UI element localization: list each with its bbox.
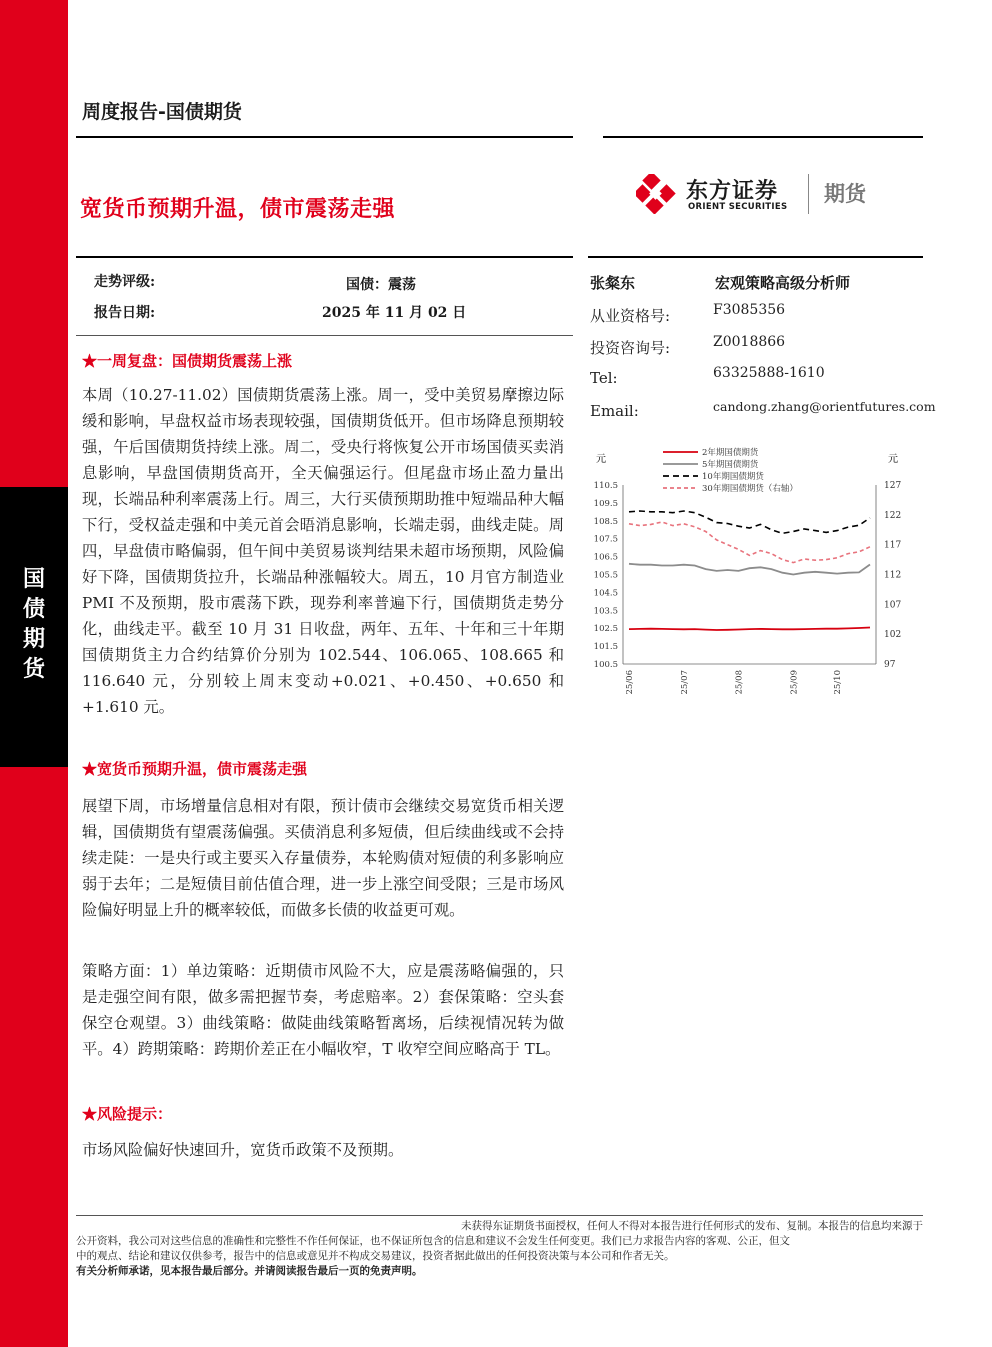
section-weekly-review-body: 本周（10.27-11.02）国债期货震荡上涨。周一，受中美贸易摩擦边际缓和影响，早盘权益市场表现较强，国债期货低开。但市场降息预期较强，午后国债期货持续上涨。周二，受央行将恢复公开市场国债买卖消息影响，早盘国债期货高开，全天偏强运行。但尾盘市场止盈力量出现，长端品种利率震荡上行。周三，大行买债预期助推中短端品种大幅下行，受权益走强和中美元首会晤消息影响，长端走弱，曲线走陡。周四，早盘债市略偏弱，但午间中美贸易谈判结果未超市场预期，风险偏好下降，国债期货拉升，长端品种涨幅较大。周五，10 月官方制造业 PMI 不及预期，股市震荡下跌，现券利率普遍下行，国债期货走势分化，曲线走平。截至 10 月 31 日收盘，两年、五年、十年和三十年期国债期货主力合约结算价分别为 102.544、106.065、108.665 和 116.640 元，分别较上周末变动+0.021、+0.450、+0.650 和+1.610 元。 (82, 386, 564, 716)
rating-label: 走势评级: (94, 274, 156, 290)
license-number: F3085356 (713, 302, 786, 318)
analyst-title: 宏观策略高级分析师 (715, 274, 851, 292)
side-category-label: 国 债 期 货 (22, 567, 45, 682)
disclaimer-line-2: 公开资料，我公司对这些信息的准确性和完整性不作任何保证，也不保证所包含的信息和建议不会发生任何变更。我们已力求报告内容的客观、公正，但文 (76, 1235, 790, 1247)
left-tick-label: 102.5 (593, 624, 618, 635)
chart-lines (629, 511, 870, 630)
series-line-3 (629, 511, 870, 533)
email-label: Email: (590, 402, 639, 420)
report-title: 宽货币预期升温，债市震荡走强 (80, 197, 396, 222)
section-risk-heading: ★风险提示： (82, 1105, 173, 1123)
right-tick-label: 102 (884, 630, 902, 641)
left-tick-label: 106.5 (593, 552, 618, 563)
chart-ticks (594, 481, 902, 695)
series-line-2 (629, 564, 870, 575)
header-divider-left (76, 136, 573, 138)
left-tick-label: 100.5 (593, 660, 618, 670)
section-weekly-review-heading: ★一周复盘：国债期货震荡上涨 (82, 352, 293, 370)
legend-label: 5年期国债期货 (702, 460, 759, 470)
section-strategy-body: 策略方面：1）单边策略：近期债市风险不大，应是震荡略偏强的，只是走强空间有限，做多需把握节奏，考虑赔率。2）套保策略：空头套保空仓观望。3）曲线策略：做陡曲线策略暂离场，后续视情况转为做平。4）跨期策略：跨期价差正在小幅收窄，T 收窄空间应略高于 TL。 (82, 962, 564, 1058)
left-tick-label: 103.5 (593, 606, 618, 617)
section-outlook-heading: ★宽货币预期升温，债市震荡走强 (82, 760, 308, 778)
license-label: 从业资格号: (590, 307, 671, 325)
logo-mark-icon (636, 174, 676, 214)
disclaimer-line-3: 中的观点、结论和建议仅供参考，报告中的信息或意见并不构成交易建议，投资者据此做出的任何投资决策与本公司和作者无关。 (76, 1250, 675, 1262)
left-tick-label: 108.5 (593, 516, 618, 527)
x-tick-label: 25/10 (833, 670, 844, 695)
right-tick-label: 122 (884, 510, 902, 521)
consult-number: Z0018866 (713, 334, 786, 350)
logo-divider (808, 174, 809, 214)
x-tick-label: 25/06 (625, 670, 635, 695)
section-risk-body: 市场风险偏好快速回升，宽货币政策不及预期。 (82, 1141, 404, 1159)
left-tick-label: 107.5 (593, 534, 618, 545)
left-tick-label: 104.5 (593, 588, 618, 599)
meta-divider-left (76, 256, 573, 258)
meta-bottom-rule (76, 335, 573, 336)
right-tick-label: 127 (884, 481, 902, 491)
legend-label: 10年期国债期货 (702, 472, 764, 482)
logo-name-en: ORIENT SECURITIES (688, 202, 788, 212)
right-tick-label: 112 (884, 570, 902, 581)
email-address[interactable]: candong.zhang@orientfutures.com (713, 399, 936, 414)
section-outlook-body: 展望下周，市场增量信息相对有限，预计债市会继续交易宽货币相关逻辑，国债期货有望震荡偏强。买债消息利多短债，但后续曲线或不会持续走陡：一是央行或主要买入存量债券，本轮购债对短债的利多影响应弱于去年；二是短债目前估值合理，进一步上涨空间受限；三是市场风险偏好明显上升的概率较低，而做多长债的收益更可观。 (82, 797, 564, 919)
rating-value: 国债：震荡 (346, 277, 416, 293)
header-divider-right (603, 136, 923, 138)
footer-rule (76, 1215, 923, 1216)
analyst-name: 张粲东 (590, 274, 636, 292)
bond-futures-chart (588, 440, 923, 702)
company-logo (636, 172, 896, 216)
tel-label: Tel: (590, 369, 618, 387)
meta-divider-right (588, 256, 923, 258)
left-tick-label: 101.5 (593, 642, 618, 653)
right-tick-label: 97 (884, 660, 896, 670)
right-tick-label: 107 (884, 600, 902, 611)
x-tick-label: 25/07 (679, 670, 690, 695)
chart-legend (663, 447, 798, 494)
left-tick-label: 105.5 (593, 570, 618, 581)
logo-name-cn: 东方证券 (686, 179, 779, 204)
left-tick-label: 109.5 (593, 498, 618, 509)
right-axis-unit: 元 (888, 454, 898, 465)
x-tick-label: 25/09 (789, 670, 800, 695)
consult-label: 投资咨询号: (590, 339, 671, 357)
tel-number: 63325888-1610 (713, 365, 825, 381)
right-tick-label: 117 (884, 540, 902, 551)
left-axis-unit: 元 (596, 454, 606, 465)
legend-label: 2年期国债期货 (702, 448, 759, 458)
legend-label: 30年期国债期货（右轴） (702, 484, 798, 494)
logo-division: 期货 (824, 182, 866, 206)
report-type: 周度报告-国债期货 (82, 101, 242, 123)
report-date: 2025 年 11 月 02 日 (322, 305, 467, 321)
left-tick-label: 110.5 (593, 481, 618, 491)
date-label: 报告日期: (94, 305, 156, 321)
disclaimer-line-1: 未获得东证期货书面授权，任何人不得对本报告进行任何形式的发布、复制。本报告的信息均来源于 (461, 1220, 923, 1232)
series-line-1 (629, 628, 870, 631)
disclaimer-line-4: 有关分析师承诺，见本报告最后部分。并请阅读报告最后一页的免责声明。 (76, 1265, 423, 1277)
x-tick-label: 25/08 (734, 670, 745, 695)
